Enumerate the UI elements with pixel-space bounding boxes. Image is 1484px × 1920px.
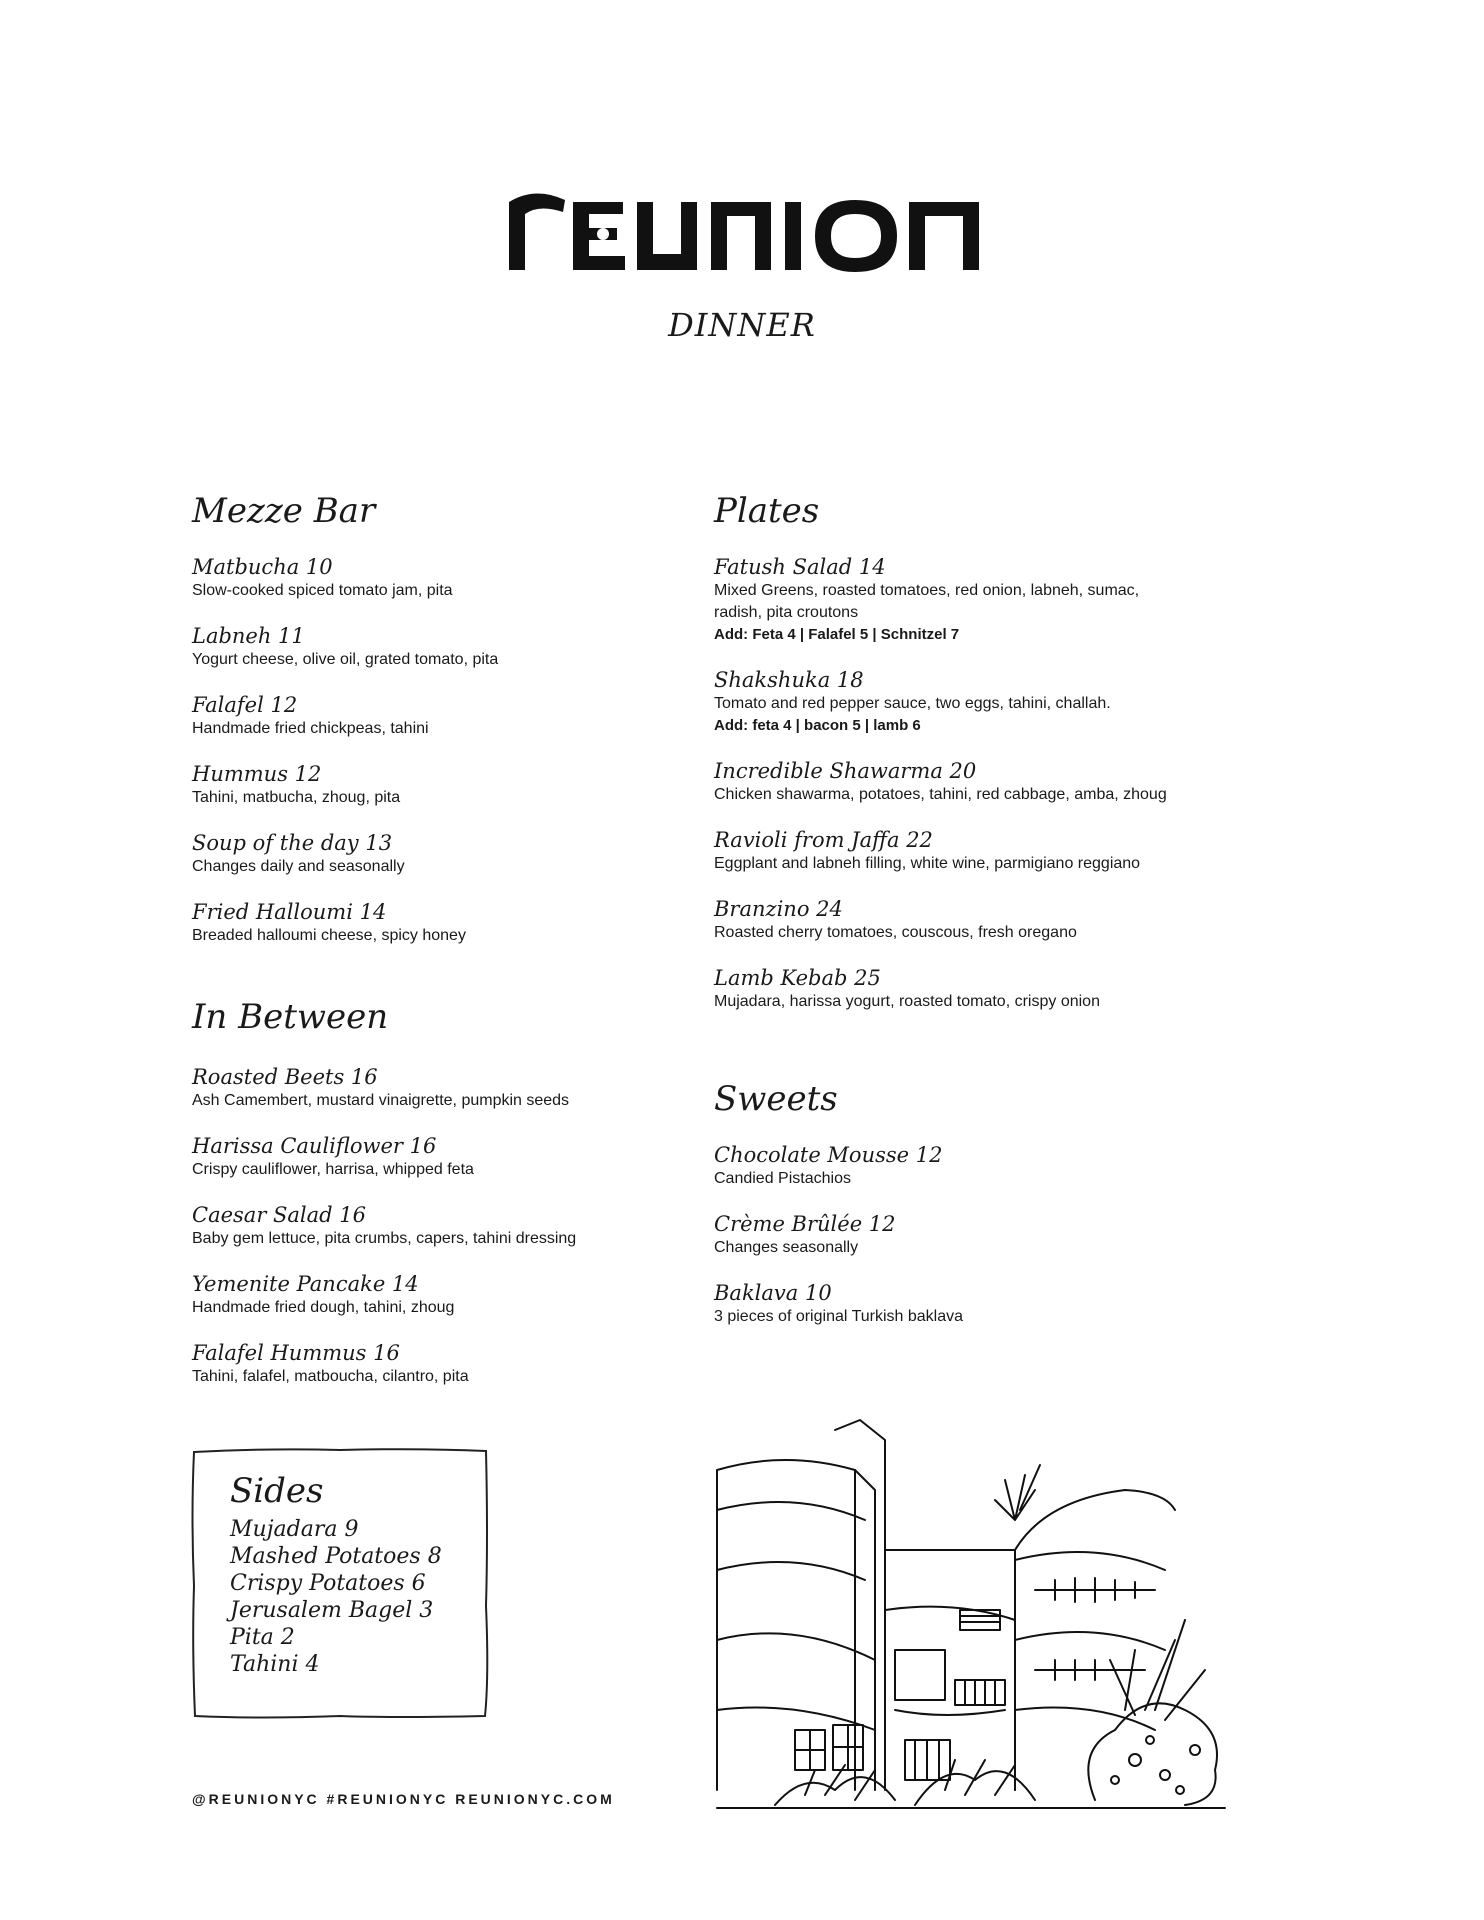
item-name: Falafel Hummus 16 [192, 1341, 400, 1365]
menu-item [192, 1133, 792, 1181]
side-item: Tahini 4 [230, 1652, 320, 1677]
menu-item [192, 1202, 792, 1250]
menu-item [714, 667, 1274, 737]
menu-item [192, 554, 792, 602]
section-title: Sweets [714, 1079, 838, 1119]
section-title: In Between [192, 997, 389, 1037]
item-desc: Mixed Greens, roasted tomatoes, red onion, labneh, sumac, radish, pita croutons [714, 582, 1140, 621]
menu-item [192, 761, 792, 809]
item-desc: Yogurt cheese, olive oil, grated tomato, pita [192, 651, 499, 668]
item-desc: Mujadara, harissa yogurt, roasted tomato, crispy onion [714, 993, 1100, 1010]
item-add-ons: Add: feta 4 | bacon 5 | lamb 6 [714, 717, 921, 734]
item-name: Fatush Salad 14 [714, 555, 886, 579]
menu-item [192, 899, 792, 947]
item-desc: Ash Camembert, mustard vinaigrette, pumpkin seeds [192, 1092, 570, 1109]
section-plates [714, 490, 1274, 1034]
menu-item [192, 1271, 792, 1319]
item-name: Caesar Salad 16 [192, 1203, 367, 1227]
item-name: Fried Halloumi 14 [192, 900, 387, 924]
item-name: Soup of the day 13 [192, 831, 393, 855]
item-desc: Tahini, falafel, matboucha, cilantro, pita [192, 1368, 469, 1385]
item-desc: Eggplant and labneh filling, white wine, parmigiano reggiano [714, 855, 1141, 872]
item-desc: Handmade fried chickpeas, tahini [192, 720, 429, 737]
building-illustration [715, 1410, 1230, 1810]
item-desc: Changes daily and seasonally [192, 858, 405, 875]
menu-subtitle: DINNER [668, 306, 816, 344]
item-desc: 3 pieces of original Turkish baklava [714, 1308, 964, 1325]
menu-item [192, 1064, 792, 1112]
section-in-between [192, 996, 792, 1409]
menu-item [714, 554, 1274, 646]
menu-item [714, 758, 1274, 806]
menu-item [714, 965, 1274, 1013]
item-desc: Candied Pistachios [714, 1170, 851, 1187]
menu-item [714, 896, 1274, 944]
item-name: Harissa Cauliflower 16 [192, 1134, 437, 1158]
sides-title: Sides [230, 1471, 324, 1511]
side-item: Jerusalem Bagel 3 [230, 1598, 434, 1623]
section-title: Mezze Bar [192, 491, 376, 531]
menu-item [192, 830, 792, 878]
item-name: Crème Brûlée 12 [714, 1212, 896, 1236]
item-name: Baklava 10 [714, 1281, 832, 1305]
menu-item [714, 1211, 1274, 1259]
item-list [714, 1142, 1274, 1328]
menu-item [714, 827, 1274, 875]
item-desc: Tomato and red pepper sauce, two eggs, tahini, challah. [714, 695, 1111, 712]
item-name: Yemenite Pancake 14 [192, 1272, 419, 1296]
item-name: Ravioli from Jaffa 22 [714, 828, 933, 852]
sides-content [230, 1470, 442, 1678]
item-desc: Slow-cooked spiced tomato jam, pita [192, 582, 453, 599]
item-desc: Crispy cauliflower, harrisa, whipped feta [192, 1161, 474, 1178]
item-desc: Baby gem lettuce, pita crumbs, capers, tahini dressing [192, 1230, 577, 1247]
item-list [714, 554, 1274, 1013]
item-add-ons: Add: Feta 4 | Falafel 5 | Schnitzel 7 [714, 626, 960, 643]
item-desc: Roasted cherry tomatoes, couscous, fresh oregano [714, 924, 1077, 941]
side-item: Mujadara 9 [230, 1517, 359, 1542]
item-name: Incredible Shawarma 20 [714, 759, 977, 783]
item-desc: Chicken shawarma, potatoes, tahini, red cabbage, amba, zhoug [714, 786, 1167, 803]
item-list [192, 1064, 792, 1388]
item-name: Shakshuka 18 [714, 668, 864, 692]
item-desc: Tahini, matbucha, zhoug, pita [192, 789, 401, 806]
menu-item [714, 1142, 1274, 1190]
sides-box [190, 1446, 490, 1720]
item-list [192, 554, 792, 947]
section-mezze-bar [192, 490, 792, 968]
item-name: Roasted Beets 16 [192, 1065, 378, 1089]
item-desc: Breaded halloumi cheese, spicy honey [192, 927, 466, 944]
item-desc: Handmade fried dough, tahini, zhoug [192, 1299, 455, 1316]
reunion-logo [505, 188, 983, 276]
footer-social: @REUNIONYC #REUNIONYC REUNIONYC.COM [192, 1791, 615, 1807]
side-item: Crispy Potatoes 6 [230, 1571, 426, 1596]
item-desc: Changes seasonally [714, 1239, 859, 1256]
menu-item [192, 623, 792, 671]
item-name: Falafel 12 [192, 693, 298, 717]
item-name: Hummus 12 [192, 762, 322, 786]
item-name: Labneh 11 [192, 624, 305, 648]
section-sweets [714, 1078, 1274, 1349]
item-name: Chocolate Mousse 12 [714, 1143, 943, 1167]
side-item: Mashed Potatoes 8 [230, 1544, 442, 1569]
menu-item [192, 692, 792, 740]
menu-item [192, 1340, 792, 1388]
item-name: Lamb Kebab 25 [714, 966, 881, 990]
menu-item [714, 1280, 1274, 1328]
item-name: Matbucha 10 [192, 555, 333, 579]
side-item: Pita 2 [230, 1625, 295, 1650]
section-title: Plates [714, 491, 820, 531]
item-name: Branzino 24 [714, 897, 843, 921]
